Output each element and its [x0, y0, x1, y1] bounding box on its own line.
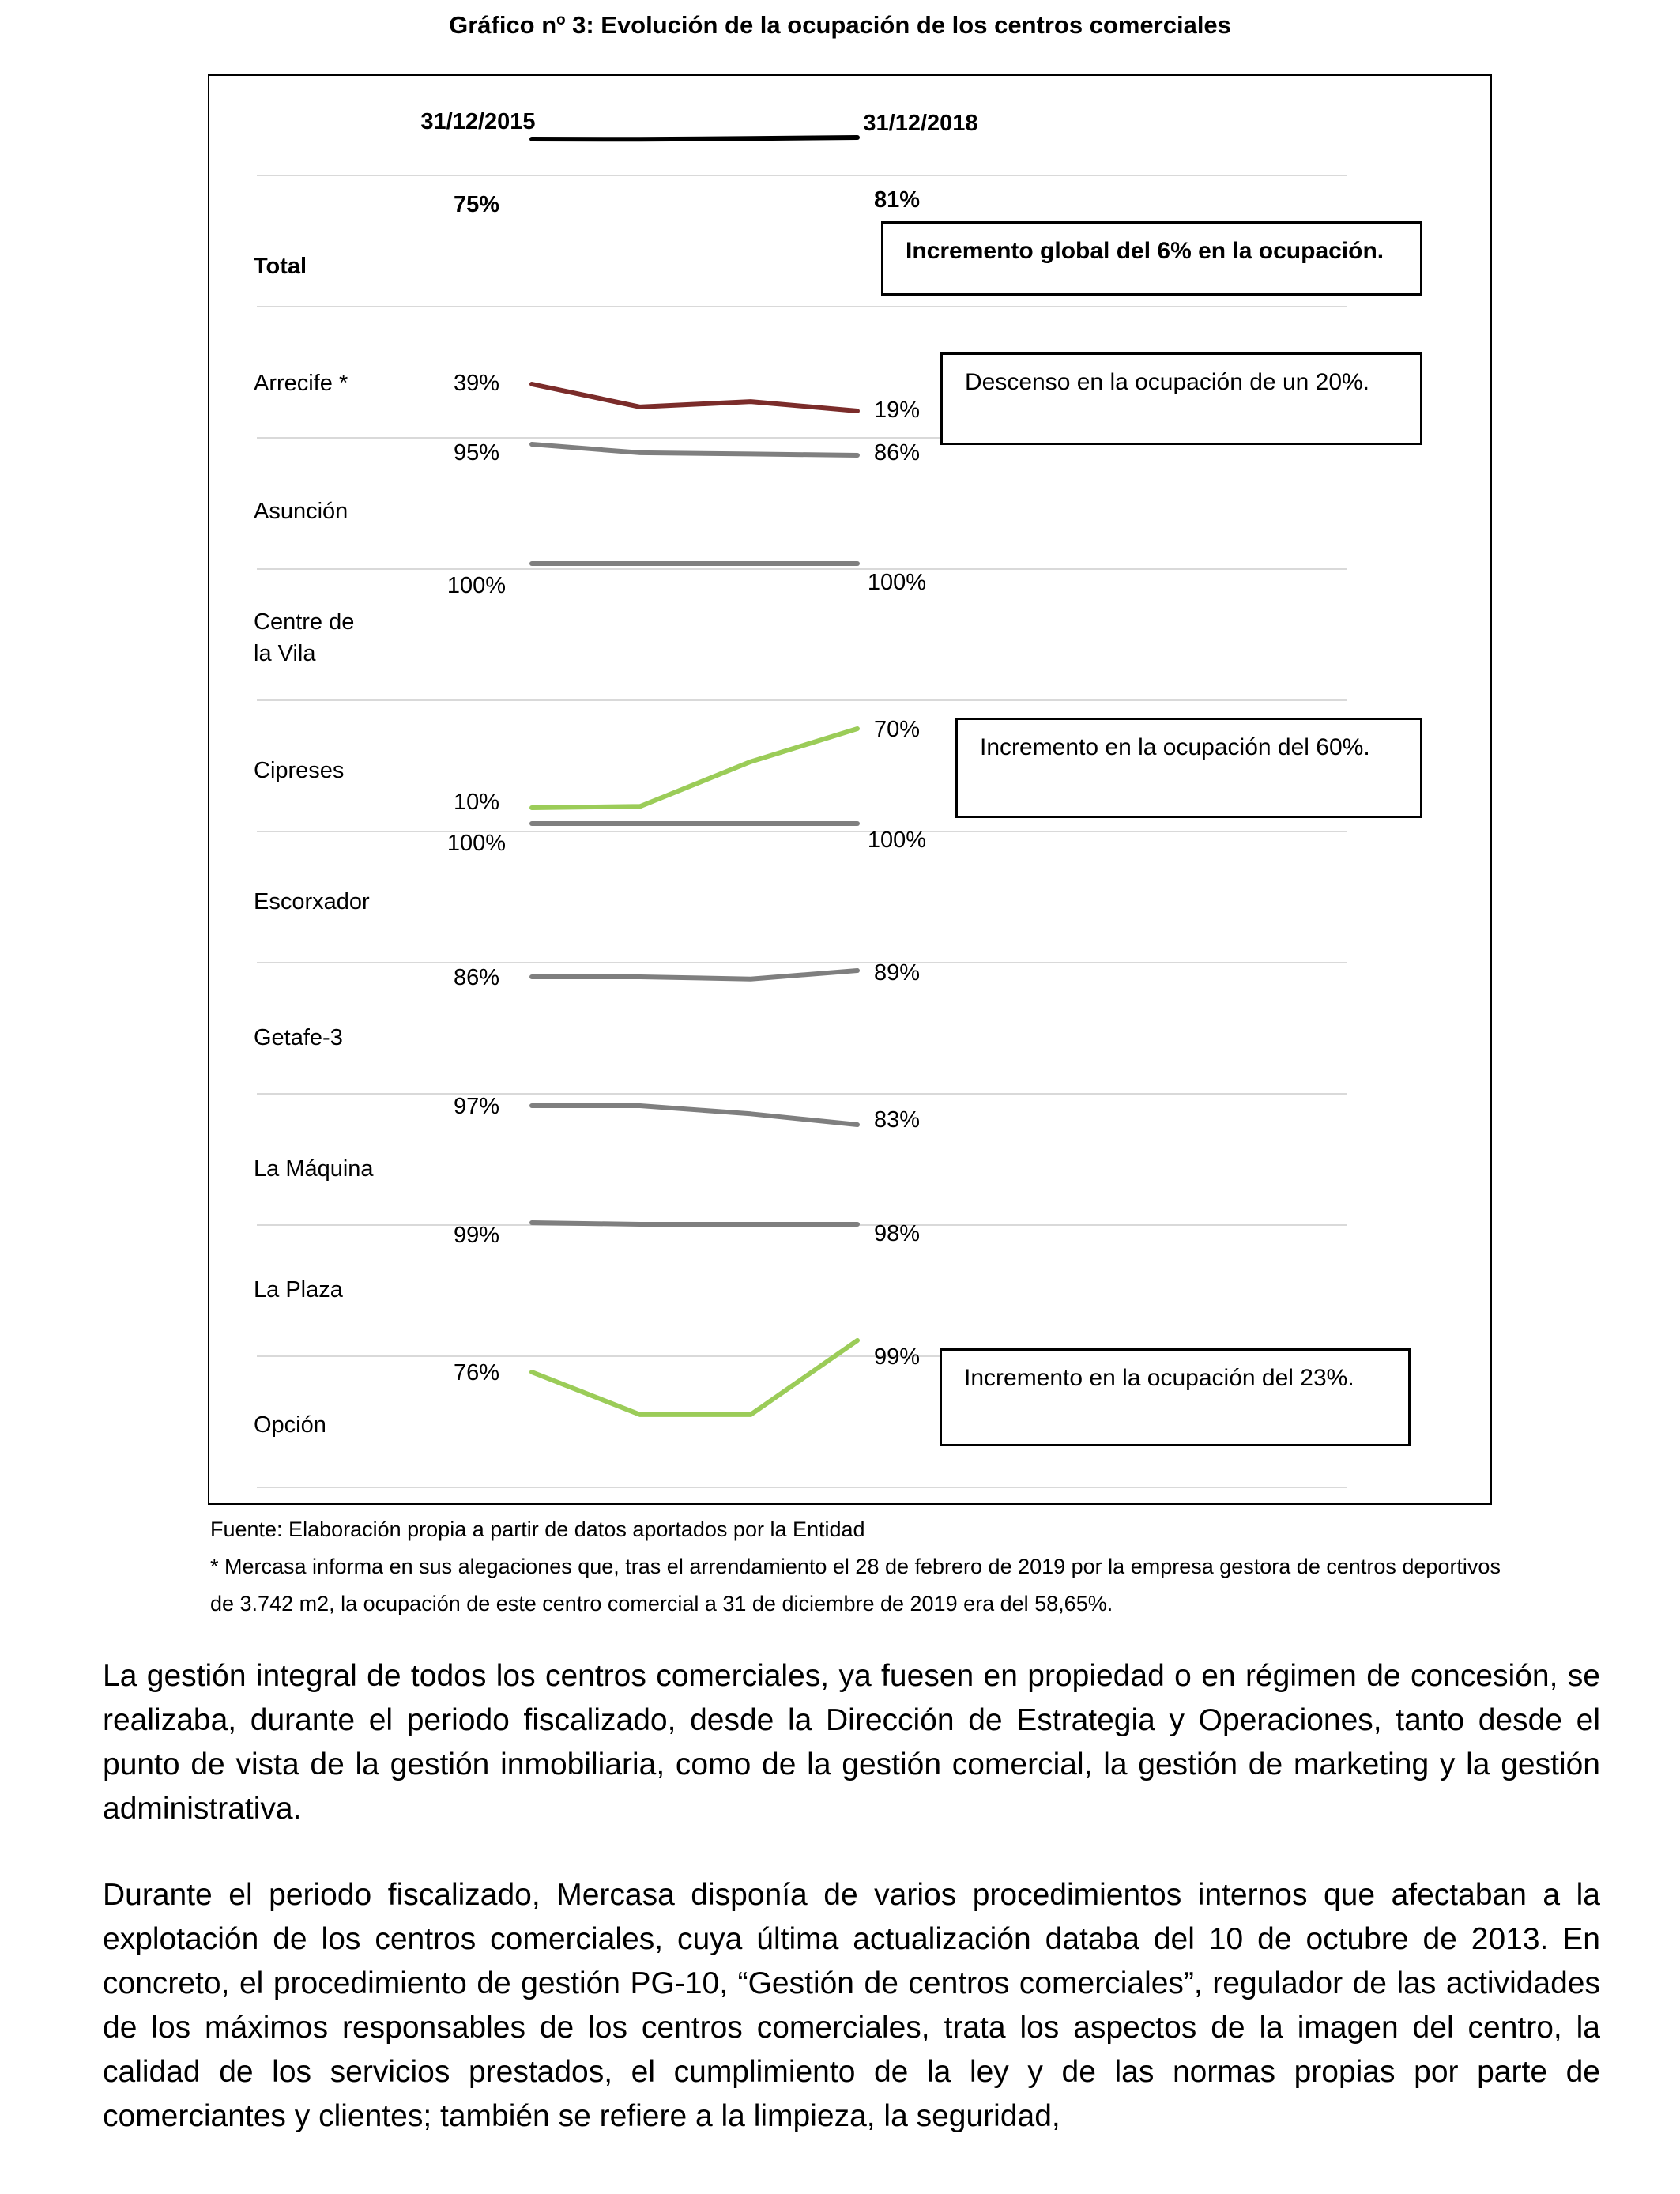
end-value-label: 83%: [873, 1107, 921, 1133]
end-value-label: 100%: [867, 570, 927, 595]
series-line-5: [532, 729, 857, 808]
start-value-label: 75%: [453, 192, 500, 217]
category-label: La Máquina: [254, 1156, 374, 1182]
end-value-label: 98%: [873, 1221, 921, 1246]
category-label: Getafe-3: [254, 1025, 343, 1050]
end-value-label: 100%: [867, 827, 927, 853]
annotation-arrecife: Descenso en la ocupación de un 20%.: [940, 352, 1422, 445]
annotation-total: Incremento global del 6% en la ocupación.: [881, 221, 1422, 296]
end-value-label: 81%: [873, 187, 921, 213]
category-label: Total: [254, 254, 307, 279]
chart-frame: [208, 74, 1492, 1505]
annotation-opcion: Incremento en la ocupación del 23%.: [940, 1348, 1411, 1446]
end-value-label: 19%: [873, 398, 921, 423]
source-note: Fuente: Elaboración propia a partir de datos aportados por la Entidad: [210, 1517, 865, 1541]
category-label: la Vila: [254, 641, 316, 666]
start-value-label: 100%: [446, 831, 507, 856]
start-value-label: 86%: [453, 965, 500, 990]
start-value-label: 39%: [453, 371, 500, 396]
series-line-1: [532, 138, 857, 139]
chart-title: Gráfico nº 3: Evolución de la ocupación de los centros comerciales: [449, 11, 1231, 39]
paragraph-1: La gestión integral de todos los centros comerciales, ya fuesen en propiedad o en régimen de concesión, se realizaba, durante el periodo fiscalizado, desde la Dirección de Estrategia y Operaciones, tanto desde el punto de vista de la gestión inmobiliaria, como de la gestión comercial, la gestión de marketing y la gestión administrativa.: [103, 1659, 1600, 1826]
category-label: Cipreses: [254, 758, 345, 783]
series-line-2: [532, 384, 857, 411]
category-label: Centre de: [254, 609, 355, 635]
x-label-end: 31/12/2018: [863, 111, 978, 136]
paragraph-2: Durante el periodo fiscalizado, Mercasa disponía de varios procedimientos internos que afectaban a la explotación de los centros comerciales, cuya última actualización databa del 10 de octubre de 2013. En concreto, el procedimiento de gestión PG-10, “Gestión de centros comerciales”, regulador de las actividades de los máximos responsables de los centros comerciales, trata los aspectos de la imagen del centro, la calidad de los servicios prestados, el cumplimiento de la ley y de las normas propias por parte de comerciantes y clientes; también se refiere a la limpieza, la seguridad,: [103, 1878, 1600, 2133]
annotation-cipreses: Incremento en la ocupación del 60%.: [955, 718, 1422, 818]
chart-notes: [210, 1511, 1609, 1623]
category-label: Asunción: [254, 499, 348, 524]
category-label: Opción: [254, 1412, 326, 1438]
end-value-label: 86%: [873, 440, 921, 466]
series-line-8: [532, 1106, 857, 1125]
footnote-line-1: * Mercasa informa en sus alegaciones que, tras el arrendamiento el 28 de febrero de 2019 por la empresa gestora de centros deportivos: [210, 1555, 1501, 1578]
start-value-label: 76%: [453, 1360, 500, 1385]
start-value-label: 99%: [453, 1223, 500, 1248]
end-value-label: 89%: [873, 960, 921, 986]
category-label: La Plaza: [254, 1277, 343, 1302]
end-value-label: 70%: [873, 717, 921, 742]
series-line-10: [532, 1340, 857, 1415]
category-label: Arrecife *: [254, 371, 348, 396]
series-line-7: [532, 971, 857, 979]
category-label: Escorxador: [254, 889, 370, 914]
start-value-label: 95%: [453, 440, 500, 466]
start-value-label: 10%: [453, 790, 500, 815]
footnote-line-2: de 3.742 m2, la ocupación de este centro comercial a 31 de diciembre de 2019 era del 58,65%.: [210, 1592, 1113, 1615]
series-line-9: [532, 1223, 857, 1224]
series-line-3: [532, 444, 857, 455]
start-value-label: 97%: [453, 1094, 500, 1119]
end-value-label: 99%: [873, 1344, 921, 1370]
start-value-label: 100%: [446, 573, 507, 598]
x-label-start: 31/12/2015: [420, 109, 536, 134]
